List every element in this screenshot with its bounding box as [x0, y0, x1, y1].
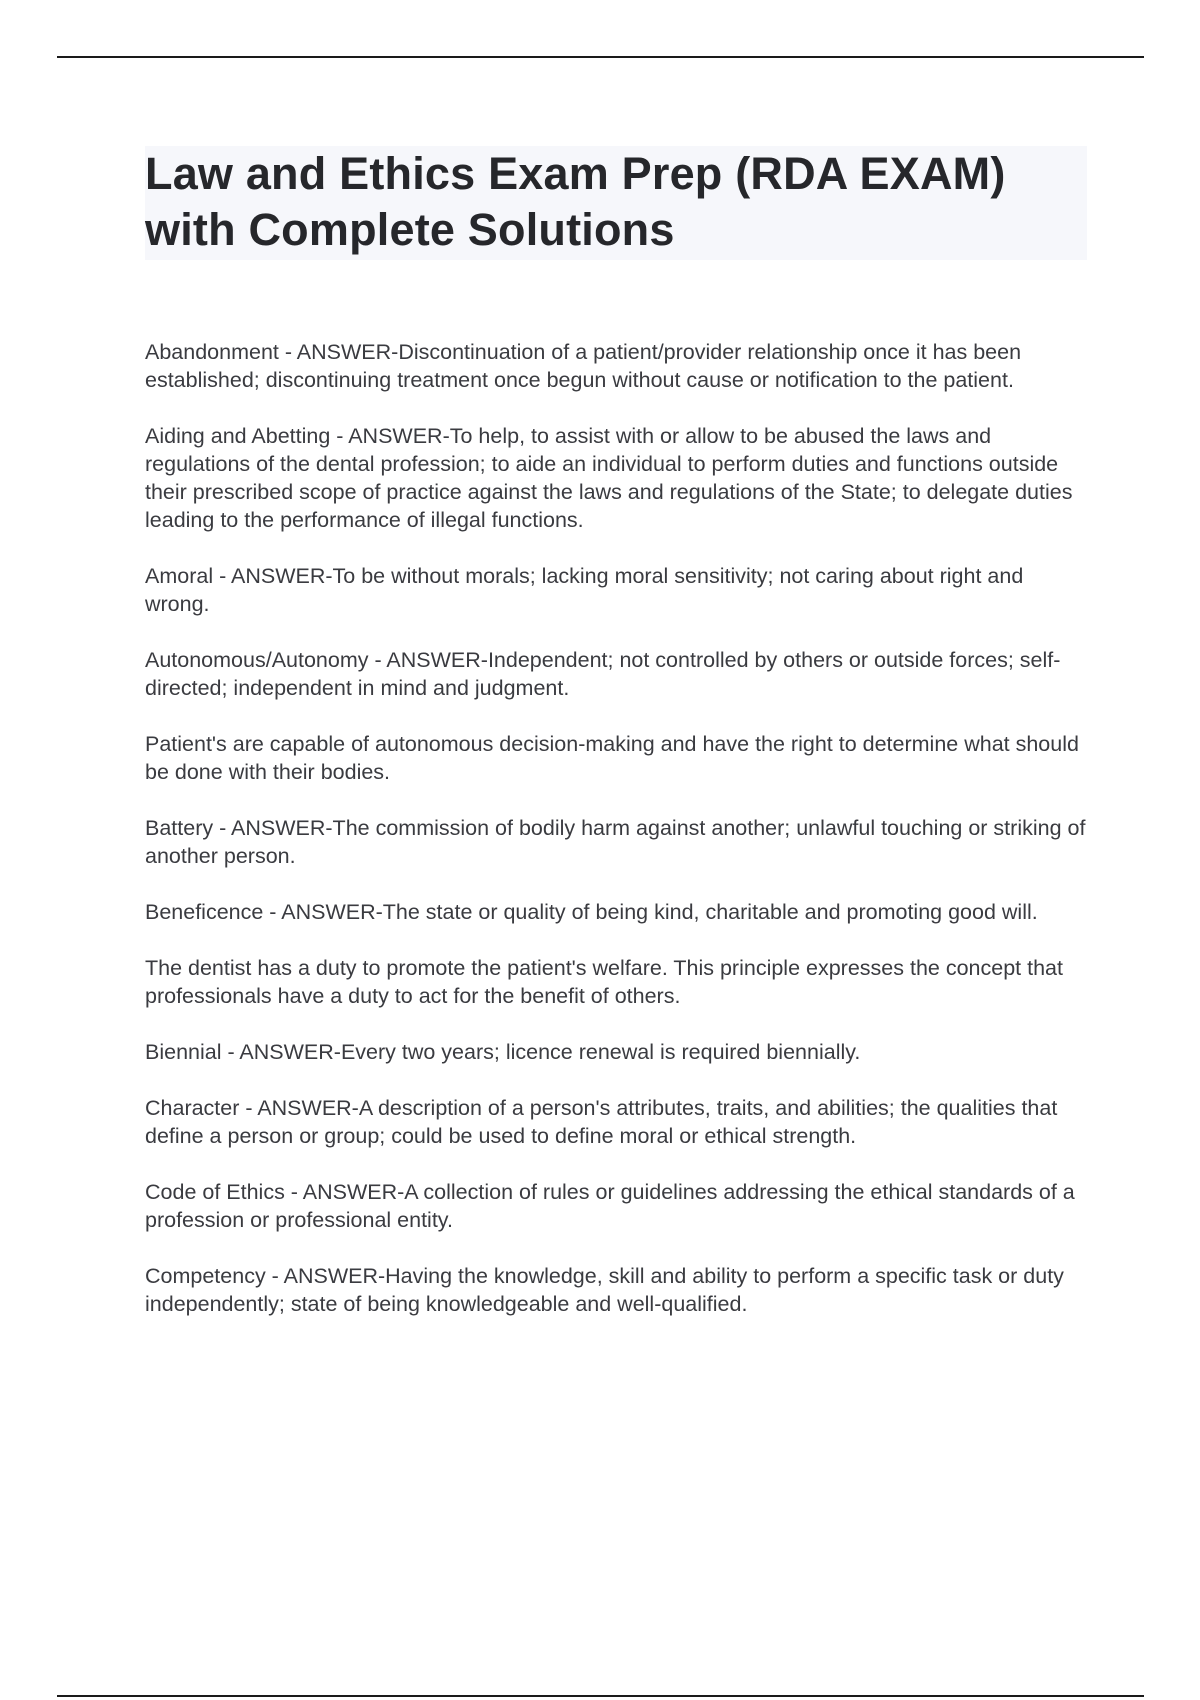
entry-autonomy: Autonomous/Autonomy - ANSWER-Independent; not controlled by others or outside forces; self-directed; independent in mind and judgment. — [145, 648, 1061, 700]
entry-character: Character - ANSWER-A description of a person's attributes, traits, and abilities; the qualities that define a person or group; could be used to define moral or ethical strength. — [145, 1096, 1058, 1148]
entry-abandonment: Abandonment - ANSWER-Discontinuation of a patient/provider relationship once it has been established; discontinuing treatment once begun without cause or notification to the patient. — [145, 340, 1022, 392]
entry-amoral: Amoral - ANSWER-To be without morals; lacking moral sensitivity; not caring about right and wrong. — [145, 564, 1024, 616]
entry-battery: Battery - ANSWER-The commission of bodily harm against another; unlawful touching or striking of another person. — [145, 816, 1086, 868]
document-body — [145, 338, 1090, 1346]
entry-autonomy-note: Patient's are capable of autonomous decision-making and have the right to determine what should be done with their bodies. — [145, 732, 1079, 784]
entry-aiding-and-abetting: Aiding and Abetting - ANSWER-To help, to assist with or allow to be abused the laws and regulations of the dental profession; to aide an individual to perform duties and functions outside their prescribed scope of practice against the laws and regulations of the State; to delegate duties leading to the performance of illegal functions. — [145, 424, 1073, 532]
bottom-rule — [57, 1695, 1144, 1697]
title-block — [145, 146, 1087, 260]
top-rule — [57, 56, 1144, 58]
entry-competency: Competency - ANSWER-Having the knowledge, skill and ability to perform a specific task or duty independently; state of being knowledgeable and well-qualified. — [145, 1264, 1064, 1316]
entry-beneficence: Beneficence - ANSWER-The state or quality of being kind, charitable and promoting good will. — [145, 900, 1038, 924]
document-title: Law and Ethics Exam Prep (RDA EXAM) with Complete Solutions — [145, 148, 1006, 255]
entry-biennial: Biennial - ANSWER-Every two years; licence renewal is required biennially. — [145, 1040, 861, 1064]
entry-beneficence-note: The dentist has a duty to promote the patient's welfare. This principle expresses the concept that professionals have a duty to act for the benefit of others. — [145, 956, 1063, 1008]
entry-code-of-ethics: Code of Ethics - ANSWER-A collection of rules or guidelines addressing the ethical standards of a profession or professional entity. — [145, 1180, 1075, 1232]
